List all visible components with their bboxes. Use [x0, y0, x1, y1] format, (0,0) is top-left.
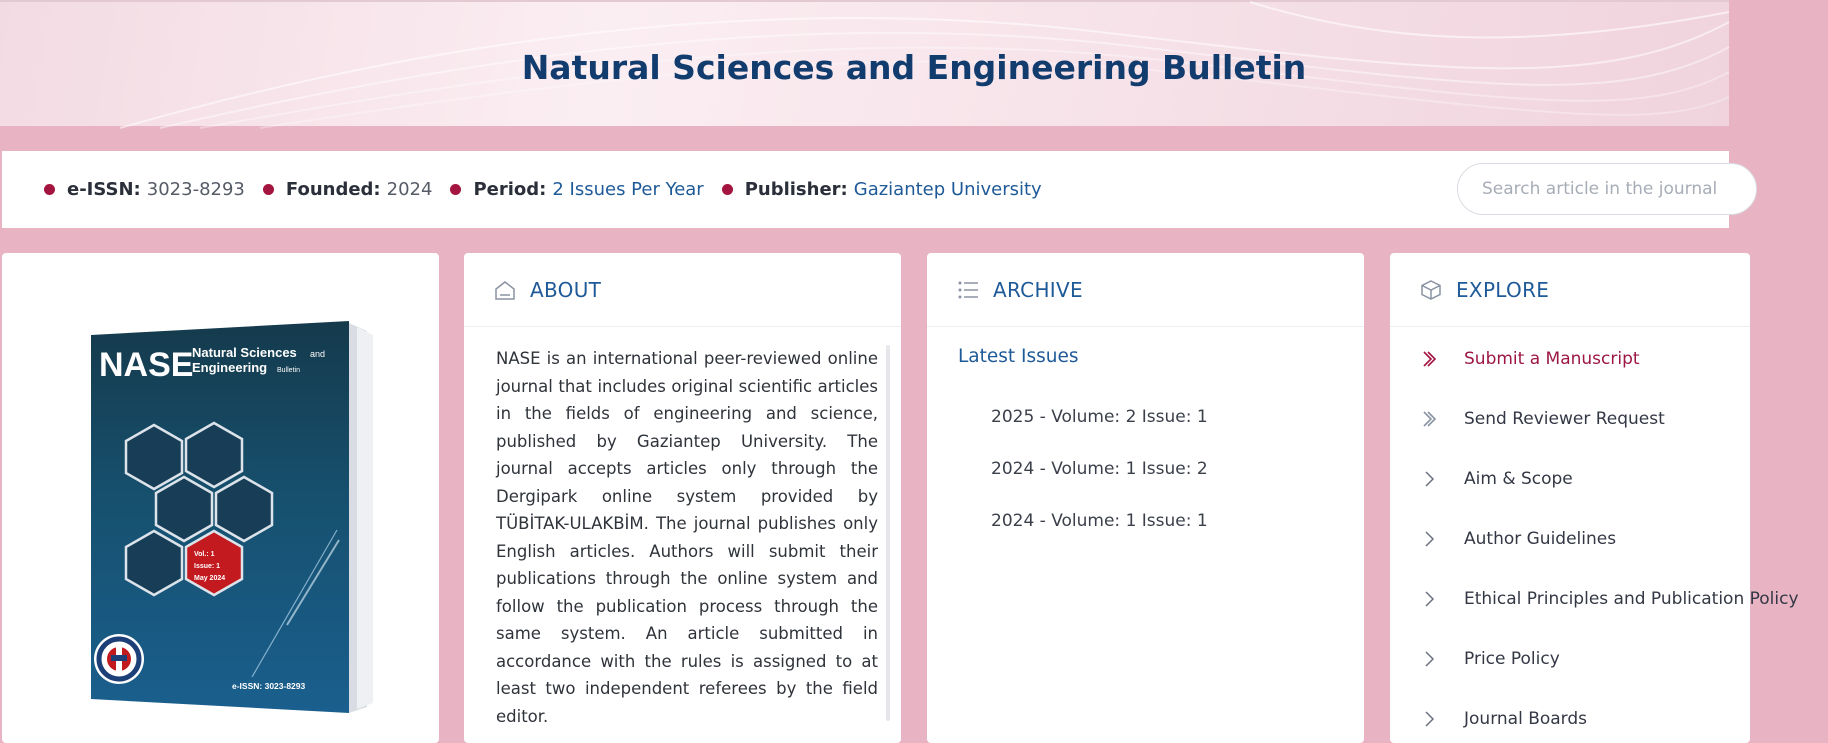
info-publisher [722, 179, 1042, 200]
info-label: Period: [473, 179, 547, 200]
info-label: Publisher: [744, 179, 848, 200]
info-label: e-ISSN: [67, 179, 141, 200]
about-description: NASE is an international peer-reviewed online journal that includes original scientific articles in the fields of engineering and science, published by Gaziantep University. The journal accepts articles only through the Dergipark online system provided by TÜBİTAK-ULAKBİM. The journal publishes only English articles. Authors will submit their publications through the online system and follow the publication process through the same system. An article submitted in accordance with the rules is assigned to at least two independent referees by the field editor. [496, 349, 878, 726]
explore-card-header [1390, 253, 1750, 327]
list-icon [957, 278, 981, 302]
archive-card-header [927, 253, 1364, 327]
cube-icon [1420, 278, 1444, 302]
issue-link[interactable]: 2024 - Volume: 1 Issue: 1 [991, 511, 1208, 531]
explore-item-label: Journal Boards [1464, 709, 1588, 729]
explore-item-submit-manuscript[interactable] [1420, 349, 1640, 369]
cover-subtitle-and: and [310, 349, 326, 359]
explore-item-label: Submit a Manuscript [1464, 349, 1640, 369]
bullet-dot-icon [722, 184, 733, 195]
explore-item-ethical-principles[interactable] [1420, 589, 1799, 609]
cover-vol: Vol.: 1 [194, 551, 215, 558]
cover-brand: NASE [99, 346, 194, 384]
explore-item-label: Price Policy [1464, 649, 1560, 669]
cover-card [2, 253, 439, 743]
archive-card [927, 253, 1364, 743]
cover-subtitle-1: Natural Sciences [192, 345, 297, 360]
double-chevron-icon [1420, 410, 1442, 428]
explore-item-journal-boards[interactable] [1420, 709, 1587, 729]
info-value: 2024 [386, 179, 433, 200]
explore-item-author-guidelines[interactable] [1420, 529, 1616, 549]
chevron-right-icon [1420, 590, 1442, 608]
info-eissn [44, 179, 245, 200]
explore-item-aim-scope[interactable] [1420, 469, 1573, 489]
publisher-link[interactable]: Gaziantep University [853, 179, 1042, 200]
info-value: 3023-8293 [146, 179, 245, 200]
search-input[interactable] [1457, 163, 1757, 215]
about-card [464, 253, 901, 743]
explore-title: EXPLORE [1456, 277, 1550, 302]
header-banner [0, 0, 1729, 126]
cover-subtitle-bulletin: Bulletin [277, 367, 300, 374]
university-seal-logo [94, 634, 144, 684]
latest-issues-link[interactable]: Latest Issues [958, 346, 1079, 367]
explore-card [1390, 253, 1799, 743]
about-card-header [464, 253, 901, 327]
cover-date: May 2024 [194, 575, 226, 582]
bullet-dot-icon [263, 184, 274, 195]
about-scrollbar[interactable] [886, 345, 890, 721]
chevron-right-icon [1420, 530, 1442, 548]
bullet-dot-icon [44, 184, 55, 195]
issue-link[interactable]: 2024 - Volume: 1 Issue: 2 [991, 459, 1208, 479]
info-founded [263, 179, 433, 200]
cover-issue: Issue: 1 [194, 563, 221, 570]
journal-info-bar [2, 151, 1729, 228]
chevron-right-icon [1420, 650, 1442, 668]
journal-cover-image[interactable] [87, 315, 377, 719]
issue-link[interactable]: 2025 - Volume: 2 Issue: 1 [991, 407, 1208, 427]
search-placeholder: Search article in the journal [1482, 179, 1718, 199]
explore-item-label: Send Reviewer Request [1464, 409, 1665, 429]
about-title: ABOUT [530, 277, 602, 302]
info-label: Founded: [285, 179, 381, 200]
bullet-dot-icon [450, 184, 461, 195]
explore-item-price-policy[interactable] [1420, 649, 1560, 669]
period-link[interactable]: 2 Issues Per Year [552, 179, 704, 200]
double-chevron-icon [1420, 350, 1442, 368]
journal-title: Natural Sciences and Engineering Bulletin [521, 48, 1307, 87]
cover-illustration [87, 315, 377, 715]
explore-item-label: Aim & Scope [1464, 469, 1573, 489]
explore-item-label: Author Guidelines [1464, 529, 1617, 549]
archive-title: ARCHIVE [993, 277, 1083, 302]
chevron-right-icon [1420, 470, 1442, 488]
cover-subtitle-2: Engineering [192, 360, 268, 375]
cover-eissn: e-ISSN: 3023-8293 [232, 681, 306, 691]
journal-meta-list [44, 179, 1060, 200]
explore-item-reviewer-request[interactable] [1420, 409, 1665, 429]
info-period [450, 179, 703, 200]
home-icon [494, 278, 518, 302]
explore-item-label: Ethical Principles and Publication Policy [1464, 589, 1799, 609]
chevron-right-icon [1420, 710, 1442, 728]
